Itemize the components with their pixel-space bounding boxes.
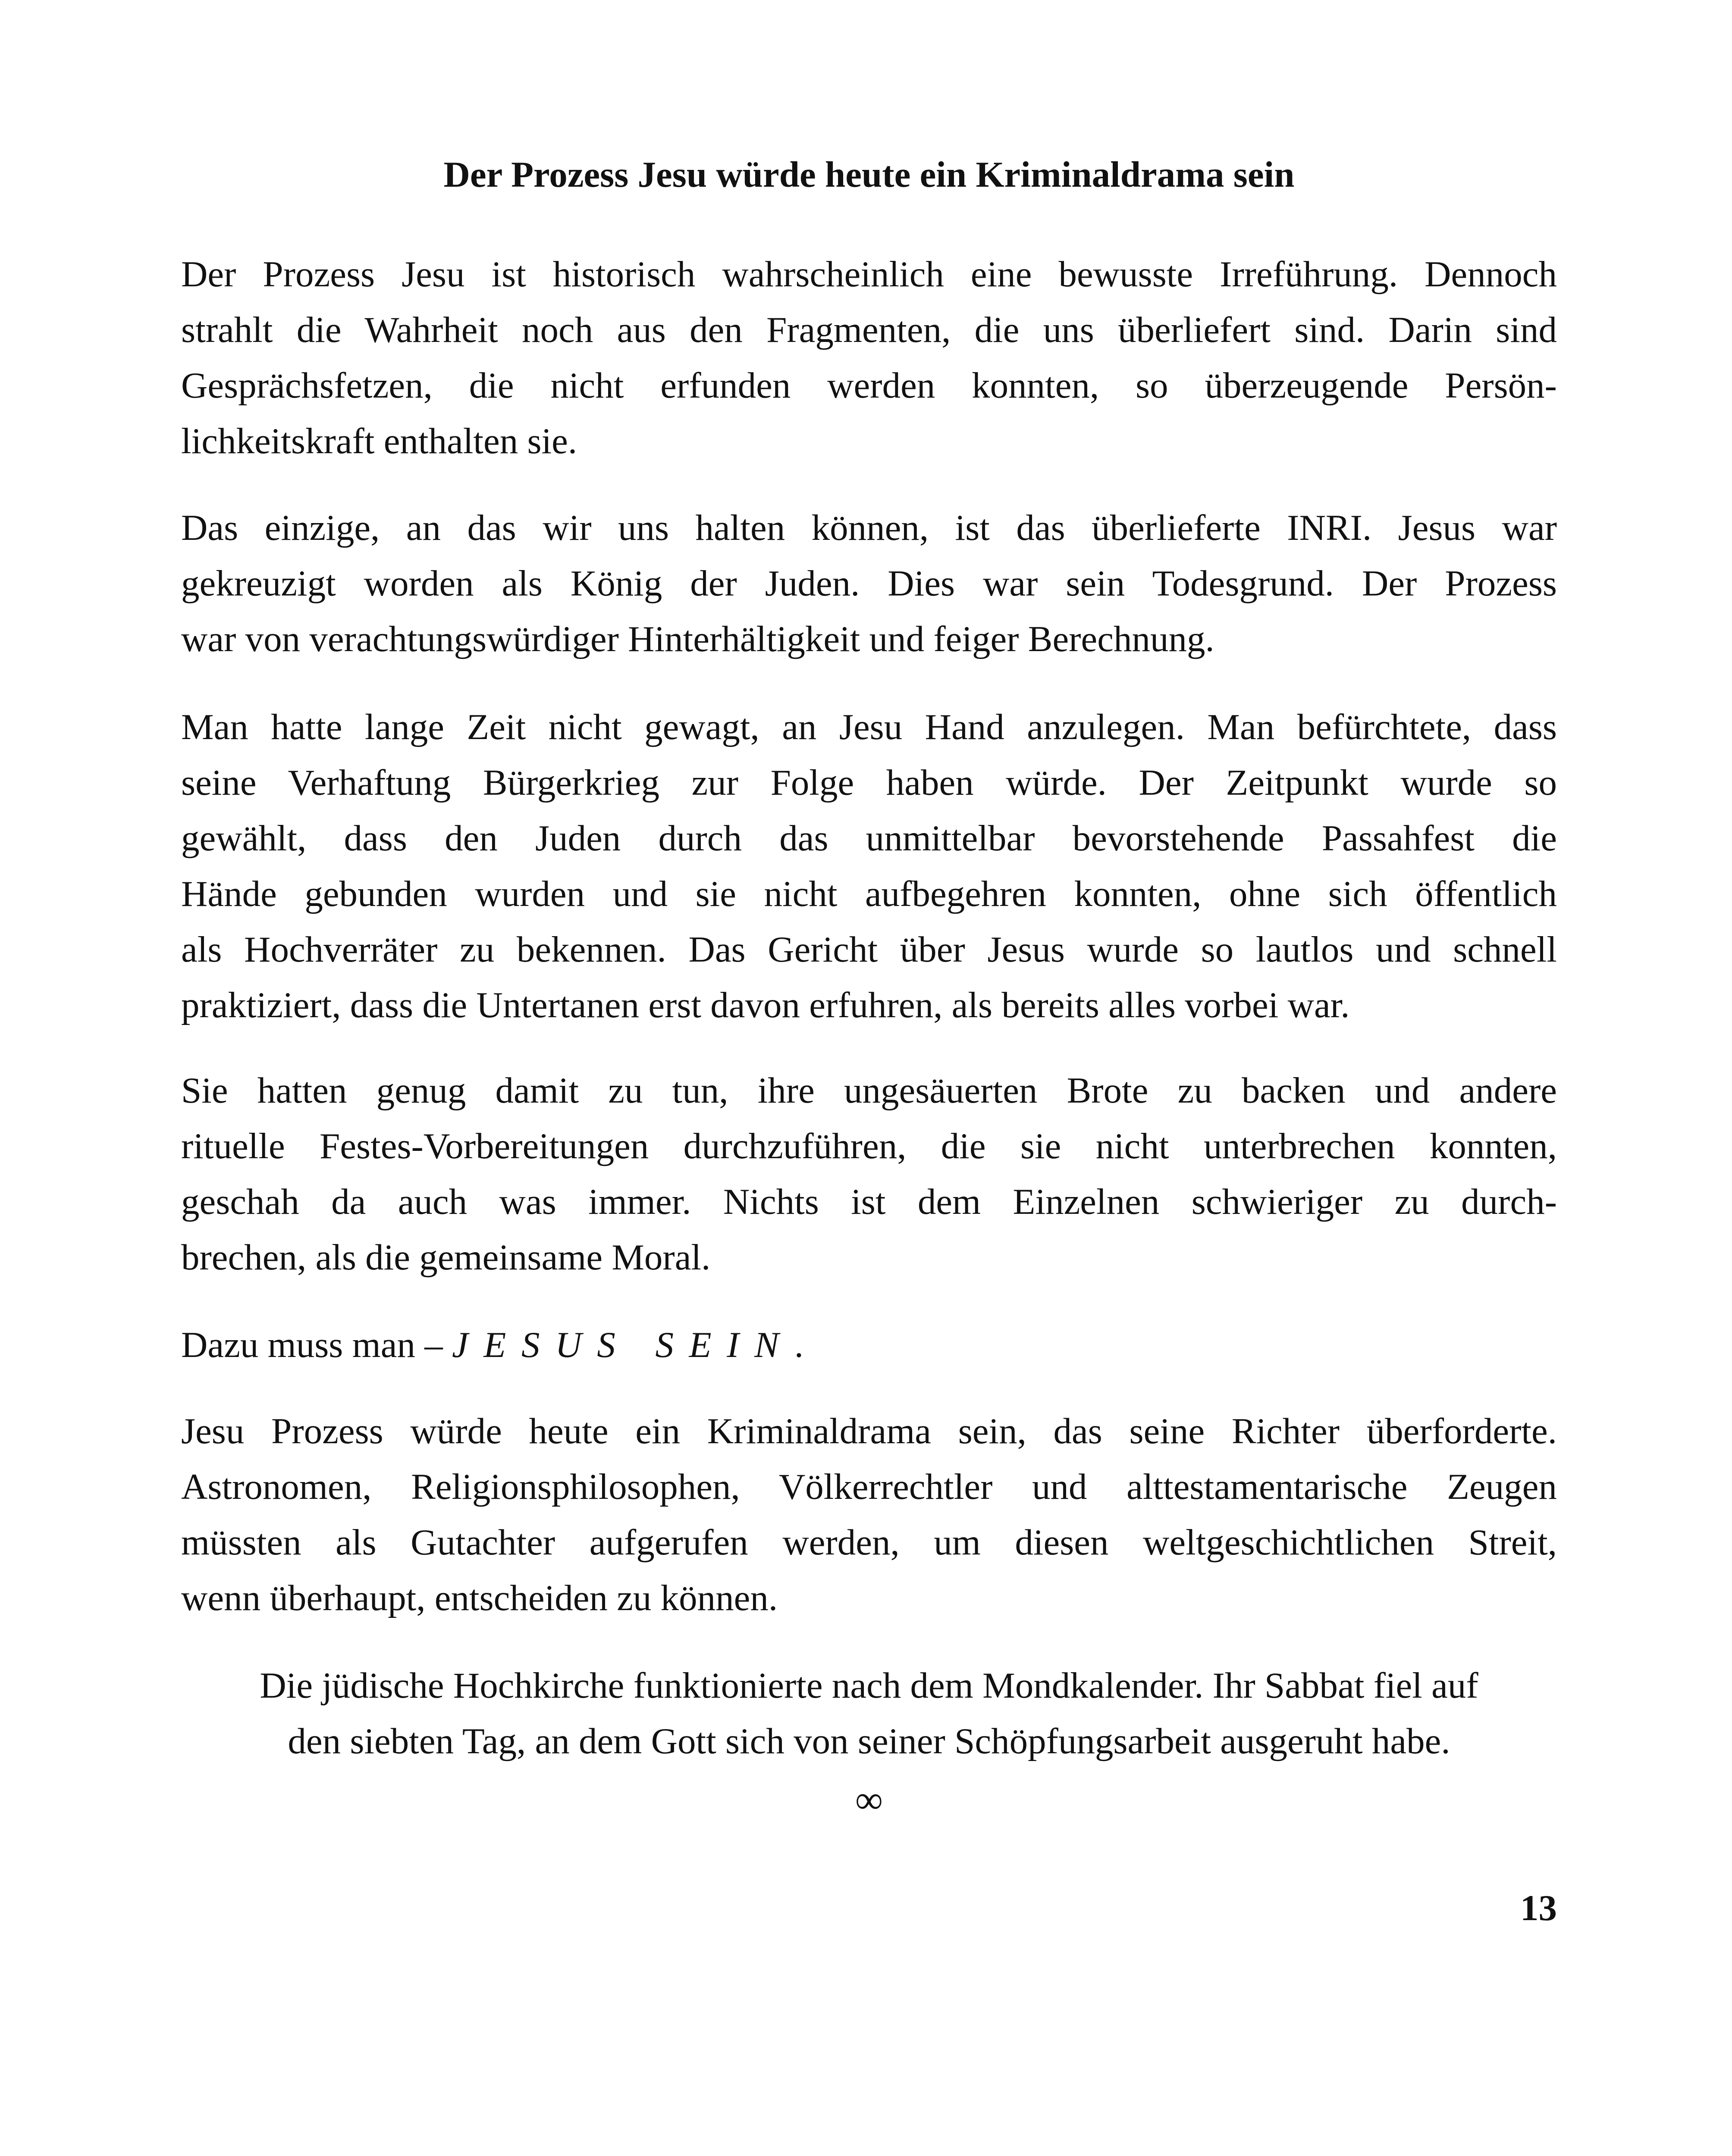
text-line: Das einzige, an das wir uns halten können, ist das überlieferte INRI. Jesus war — [181, 508, 1557, 548]
paragraph-7 — [181, 1658, 1557, 1769]
chapter-title: Der Prozess Jesu würde heute ein Kriminaldrama sein — [443, 154, 1295, 195]
text-line: Hände gebunden wurden und sie nicht aufbegehren konnten, ohne sich öffentlich — [181, 874, 1557, 914]
text-line: Der Prozess Jesu ist historisch wahrscheinlich eine bewusste Irreführung. Dennoch — [181, 254, 1557, 295]
text-line: strahlt die Wahrheit noch aus den Fragmenten, die uns überliefert sind. Darin sind — [181, 310, 1557, 350]
text-line: lichkeitskraft enthalten sie. — [181, 421, 577, 461]
paragraph-5 — [181, 1317, 1557, 1373]
text-line: Man hatte lange Zeit nicht gewagt, an Jesu Hand anzulegen. Man befürchtete, dass — [181, 707, 1557, 747]
text-line: wenn überhaupt, entscheiden zu können. — [181, 1578, 778, 1618]
paragraph-1 — [181, 247, 1557, 469]
paragraph-2 — [181, 500, 1557, 667]
text-line: Astronomen, Religionsphilosophen, Völkerrechtler und alttestamentarische Zeugen — [181, 1467, 1557, 1507]
text-line: praktiziert, dass die Untertanen erst davon erfuhren, als bereits alles vorbei war. — [181, 985, 1350, 1025]
page-number: 13 — [1520, 1888, 1557, 1928]
paragraph-4 — [181, 1063, 1557, 1285]
text-line — [181, 1317, 1557, 1373]
text-line: seine Verhaftung Bürgerkrieg zur Folge haben würde. Der Zeitpunkt wurde so — [181, 762, 1557, 803]
text-line: gewählt, dass den Juden durch das unmittelbar bevorstehende Passahfest die — [181, 818, 1557, 859]
text-line: Gesprächsfetzen, die nicht erfunden werden konnten, so überzeugende Persön- — [181, 365, 1557, 406]
paragraph-6 — [181, 1404, 1557, 1626]
lead-text: Dazu muss man – — [181, 1325, 452, 1365]
emphasis-text: JESUS SEIN — [452, 1325, 794, 1365]
text-line: den siebten Tag, an dem Gott sich von seiner Schöpfungsarbeit ausgeruht habe. — [288, 1721, 1450, 1761]
text-line: war von verachtungswürdiger Hinterhältigkeit und feiger Berechnung. — [181, 619, 1214, 659]
text-line: rituelle Festes-Vorbereitungen durchzuführen, die sie nicht unterbrechen konnten, — [181, 1126, 1557, 1166]
text-line: gekreuzigt worden als König der Juden. Dies war sein Todesgrund. Der Prozess — [181, 563, 1557, 604]
text-line: müssten als Gutachter aufgerufen werden, um diesen weltgeschichtlichen Streit, — [181, 1522, 1557, 1563]
text-line: brechen, als die gemeinsame Moral. — [181, 1237, 711, 1278]
text-line: geschah da auch was immer. Nichts ist dem Einzelnen schwieriger zu durch- — [181, 1181, 1557, 1222]
infinity-ornament-icon: ∞ — [855, 1779, 883, 1821]
text-line: Die jüdische Hochkirche funktionierte nach dem Mondkalender. Ihr Sabbat fiel auf — [260, 1665, 1478, 1706]
paragraph-3 — [181, 699, 1557, 1033]
text-line: Jesu Prozess würde heute ein Kriminaldrama sein, das seine Richter überforderte. — [181, 1411, 1557, 1451]
trailing-period: . — [794, 1325, 803, 1365]
book-page — [181, 0, 1557, 2156]
text-line: als Hochverräter zu bekennen. Das Gericht über Jesus wurde so lautlos und schnell — [181, 929, 1557, 970]
text-line: Sie hatten genug damit zu tun, ihre ungesäuerten Brote zu backen und andere — [181, 1070, 1557, 1111]
